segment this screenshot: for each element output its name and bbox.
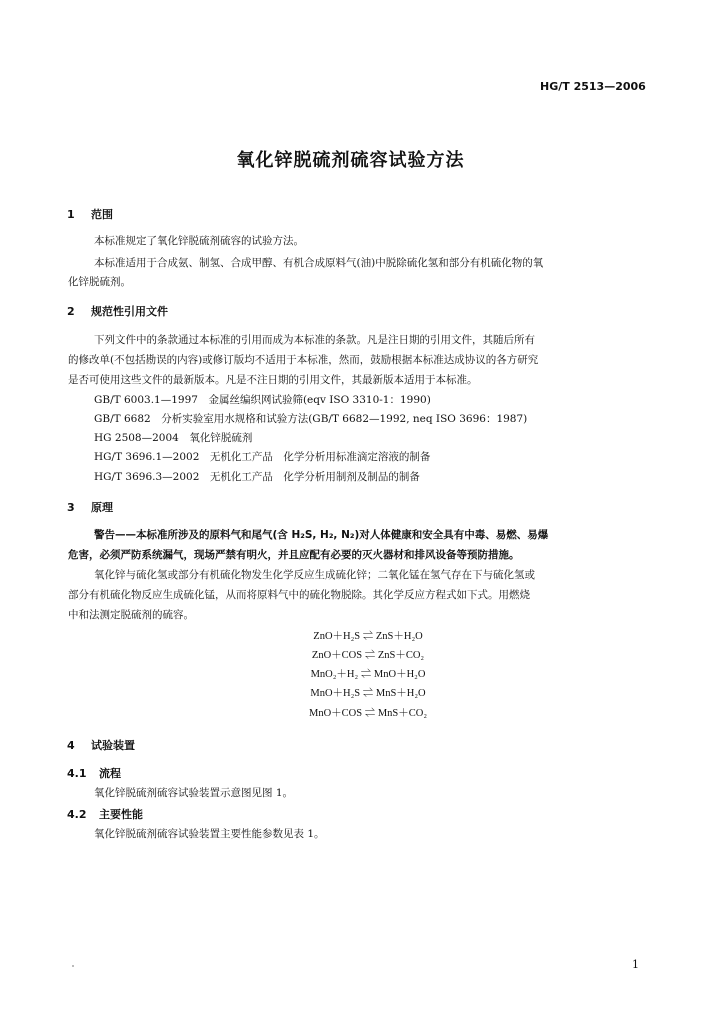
- chemical-equation: ZnO＋H₂S ⇌ ZnS＋H₂O: [313, 631, 423, 642]
- section-1-heading: [67, 206, 113, 222]
- chemical-equation: MnO＋COS ⇌ MnS＋CO₂: [308, 708, 428, 719]
- section-number: 3: [67, 501, 75, 514]
- paragraph-continuation: 是否可使用这些文件的最新版本。凡是不注日期的引用文件，其最新版本适用于本标准。: [68, 374, 478, 386]
- paragraph-continuation: 的修改单(不包括勘误的内容)或修订版均不适用于本标准，然而，鼓励根据本标准达成协议的各方研究: [68, 354, 539, 366]
- reference-item: HG/T 3696.1—2002 无机化工产品 化学分析用标准滴定溶液的制备: [94, 451, 431, 463]
- chemical-equation: MnO₂＋H₂ ⇌ MnO＋H₂O: [310, 669, 426, 680]
- paragraph: 氧化锌脱硫剂硫容试验装置主要性能参数见表 1。: [94, 828, 325, 840]
- warning-text: 警告——本标准所涉及的原料气和尾气(含 H₂S, H₂, N₂)对人体健康和安全具有中毒、易燃、易爆: [94, 529, 549, 541]
- chemical-equation: ZnO＋COS ⇌ ZnS＋CO₂: [311, 650, 425, 661]
- section-title: 范围: [91, 208, 113, 221]
- subsection-title: 主要性能: [99, 808, 143, 821]
- section-title: 试验装置: [91, 739, 135, 752]
- subsection-number: 4.2: [67, 808, 87, 821]
- section-4-heading: [67, 737, 135, 753]
- document-title: 氧化锌脱硫剂硫容试验方法: [236, 150, 465, 171]
- section-number: 1: [67, 208, 75, 221]
- paragraph-continuation: 中和法测定脱硫剂的硫容。: [68, 609, 194, 621]
- section-title: 规范性引用文件: [91, 305, 168, 318]
- paragraph: 本标准适用于合成氨、制氢、合成甲醇、有机合成原料气(油)中脱除硫化氢和部分有机硫化物的氧: [94, 257, 544, 269]
- chemical-equation: MnO＋H₂S ⇌ MnS＋H₂O: [310, 688, 426, 699]
- paragraph: 氧化锌与硫化氢或部分有机硫化物发生化学反应生成硫化锌；二氧化锰在氢气存在下与硫化氢或: [94, 569, 535, 581]
- reference-item: GB/T 6003.1—1997 金属丝编织网试验筛(eqv ISO 3310-1：1990): [94, 394, 431, 406]
- reference-item: HG 2508—2004 氧化锌脱硫剂: [94, 432, 253, 444]
- standard-number: HG/T 2513—2006: [540, 80, 646, 93]
- paragraph: 本标准规定了氧化锌脱硫剂硫容的试验方法。: [94, 235, 304, 247]
- paragraph: 氧化锌脱硫剂硫容试验装置示意图见图 1。: [94, 787, 294, 799]
- page-number: 1: [632, 958, 639, 971]
- subsection-number: 4.1: [67, 767, 87, 780]
- scan-speck: [72, 965, 74, 967]
- reference-item: HG/T 3696.3—2002 无机化工产品 化学分析用制剂及制品的制备: [94, 471, 420, 483]
- section-number: 2: [67, 305, 75, 318]
- section-number: 4: [67, 739, 75, 752]
- paragraph: 下列文件中的条款通过本标准的引用而成为本标准的条款。凡是注日期的引用文件，其随后所有: [94, 334, 535, 346]
- subsection-4-2-heading: [67, 806, 143, 822]
- section-3-heading: [67, 499, 113, 515]
- paragraph-continuation: 化锌脱硫剂。: [68, 276, 131, 288]
- section-2-heading: [67, 303, 168, 319]
- subsection-4-1-heading: [67, 765, 121, 781]
- subsection-title: 流程: [99, 767, 121, 780]
- section-title: 原理: [91, 501, 113, 514]
- warning-text-continuation: 危害，必须严防系统漏气，现场严禁有明火，并且应配有必要的灭火器材和排风设备等预防措施。: [68, 549, 520, 561]
- reference-item: GB/T 6682 分析实验室用水规格和试验方法(GB/T 6682—1992, neq ISO 3696：1987): [94, 413, 528, 425]
- paragraph-continuation: 部分有机硫化物反应生成硫化锰，从而将原料气中的硫化物脱除。其化学反应方程式如下式。用燃烧: [68, 589, 530, 601]
